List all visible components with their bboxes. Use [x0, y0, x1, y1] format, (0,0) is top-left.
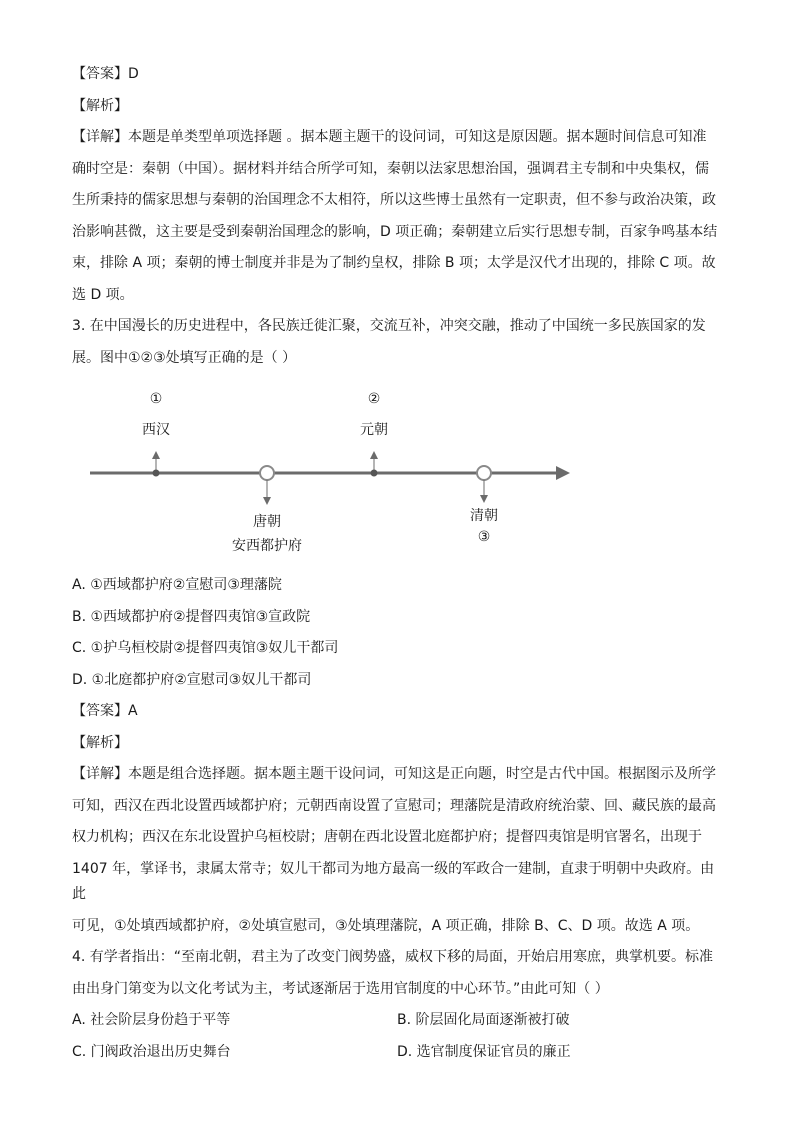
q3-timeline-figure [72, 371, 722, 571]
xihan-pointer-arrow [152, 451, 160, 459]
q4-stem-line: 4. 有学者指出：“至南北朝，君主为了改变门阀势盛，威权下移的局面，开始启用寒庶，典掌机要。标准 [72, 949, 714, 965]
q3-option-a: A. ①西域都护府②宣慰司③理藩院 [72, 577, 282, 593]
q3-detail-line: 可知，西汉在西北设置西域都护府；元朝西南设置了宣慰司；理藩院是清政府统治蒙、回、藏民族的最高 [72, 797, 716, 814]
q3-option-d: D. ①北庭都护府②宣慰司③奴儿干都司 [72, 671, 312, 688]
q2-answer: 【答案】D [72, 66, 139, 82]
timeline-label-qing: 清朝 [470, 508, 498, 524]
q2-detail-line: 生所秉持的儒家思想与秦朝的治国理念不太相符，所以这些博士虽然有一定职责，但不参与政治决策，政 [72, 192, 716, 208]
q4-option-b: B. 阶层固化局面逐渐被打破 [397, 1012, 570, 1028]
timeline-arrowhead [556, 466, 570, 480]
q3-option-b: B. ①西域都护府②提督四夷馆③宣政院 [72, 608, 311, 625]
q2-analysis-label: 【解析】 [72, 97, 128, 114]
tang-pointer-arrow [263, 497, 271, 505]
yuan-pointer-arrow [370, 451, 378, 459]
q2-detail-line: 选 D 项。 [72, 286, 134, 303]
timeline-mark-3: ③ [477, 529, 491, 545]
timeline-mark-2: ② [367, 391, 381, 407]
q2-detail-line: 确时空是：秦朝（中国）。据材料并结合所学可知，秦朝以法家思想治国，强调君主专制和中央集权，儒 [72, 160, 709, 177]
q3-detail-line: 1407 年，掌译书，隶属太常寺；奴儿干都司为地方最高一级的军政合一建制，直隶于明朝中央政府。由此 [72, 860, 715, 902]
q4-options-row-1 [72, 1008, 722, 1034]
q3-detail-line: 【详解】本题是组合选择题。据本题主题干设问词，可知这是正向题，时空是古代中国。根据图示及所学 [72, 766, 716, 782]
qing-circle [477, 466, 491, 480]
q4-stem-line: 由出身门第变为以文化考试为主，考试逐渐居于选用官制度的中心环节。”由此可知（ ） [72, 980, 609, 997]
q3-option-c: C. ①护乌桓校尉②提督四夷馆③奴儿干都司 [72, 640, 339, 656]
q3-analysis-label: 【解析】 [72, 734, 128, 751]
q3-stem-line: 3. 在中国漫长的历史进程中，各民族迁徙汇聚，交流互补，冲突交融，推动了中国统一多民族国家的发 [72, 318, 706, 334]
tang-circle [260, 466, 274, 480]
q3-stem-line: 展。图中①②③处填写正确的是（ ） [72, 349, 297, 366]
timeline-label-xihan: 西汉 [142, 422, 170, 438]
timeline-label-yuan: 元朝 [360, 422, 388, 438]
timeline-label-tang: 唐朝 [253, 514, 281, 530]
q4-option-c: C. 门阀政治退出历史舞台 [72, 1043, 231, 1060]
q2-detail-line: 束，排除 A 项；秦朝的博士制度并非是为了制约皇权，排除 B 项；太学是汉代才出现的，排除 C 项。故 [72, 255, 716, 271]
xihan-dot [153, 470, 160, 477]
q3-detail-line: 可见，①处填西域都护府，②处填宣慰司，③处填理藩院，A 项正确，排除 B、C、D 项。故选 A 项。 [72, 917, 700, 934]
yuan-dot [371, 470, 378, 477]
q2-detail-line: 治影响甚微，这主要是受到秦朝治国理念的影响，D 项正确；秦朝建立后实行思想专制，百家争鸣基本结 [72, 223, 718, 240]
q3-detail-line: 权力机构；西汉在东北设置护乌桓校尉；唐朝在西北设置北庭都护府；提督四夷馆是明官署名，出现于 [72, 829, 702, 845]
q4-option-a: A. 社会阶层身份趋于平等 [72, 1012, 231, 1028]
q2-detail-line: 【详解】本题是单类型单项选择题 。据本题主题干的设问词，可知这是原因题。据本题时间信息可知准 [72, 129, 707, 145]
q4-option-d: D. 选官制度保证官员的廉正 [397, 1043, 571, 1060]
q3-answer: 【答案】A [72, 703, 138, 719]
qing-pointer-arrow [480, 495, 488, 503]
q4-options-row-2 [72, 1040, 722, 1066]
timeline-label-anxi: 安西都护府 [232, 538, 302, 554]
document-page [72, 62, 722, 1065]
timeline-mark-1: ① [149, 391, 163, 407]
